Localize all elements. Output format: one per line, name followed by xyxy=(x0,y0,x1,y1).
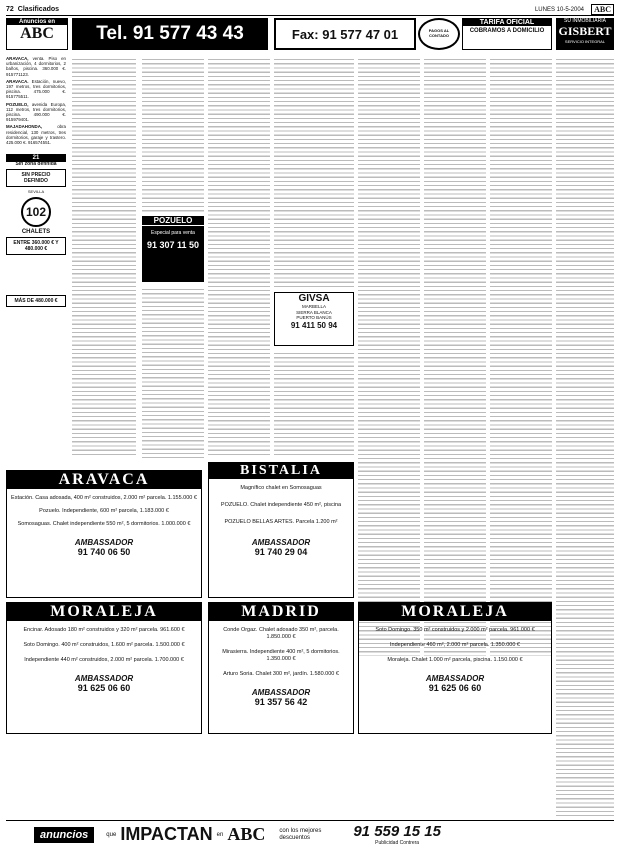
ad-line: Independiente 440 m² construidos, 2.000 m² parcela. 1.700.000 € xyxy=(24,657,184,663)
ad-line: Moraleja. Chalet 1.000 m² parcela, piscina. 1.150.000 € xyxy=(387,657,523,663)
price-range-box: ENTRE 360.000 € Y 480.000 € xyxy=(6,237,66,255)
gisbert-sub: SERVICIO INTEGRAL xyxy=(564,39,606,44)
listings-column-2 xyxy=(72,56,136,456)
listings-column-3a xyxy=(142,56,204,212)
ad-line: Arturo Soria. Chalet 300 m², jardín. 1.580.000 € xyxy=(223,671,339,677)
listing: ARAVACA, venta. Piso en urbanización, 4 dormitorios, 2 baños, piscina. 360.000 €. 915771123. xyxy=(6,56,66,77)
footer-que: que xyxy=(106,831,117,838)
ad-brand: AMBASSADOR xyxy=(74,538,134,547)
listings-column-8 xyxy=(490,56,552,656)
listings-column-3b xyxy=(142,286,204,458)
category-sidebar xyxy=(6,154,66,309)
listings-column-5a xyxy=(274,56,354,288)
ad-brand: AMBASSADOR xyxy=(74,674,134,683)
page-header xyxy=(6,4,614,16)
aravaca-ad xyxy=(6,470,202,598)
footer-desc: con los mejores descuentos xyxy=(279,827,322,841)
gisbert-ad xyxy=(556,18,614,50)
ad-title: BISTALIA xyxy=(209,463,353,479)
ad-title: MORALEJA xyxy=(359,603,551,621)
moraleja-ad-1 xyxy=(6,602,202,734)
footer-en: en xyxy=(216,831,224,838)
ad-line: Encinar. Adosado 180 m² construidos y 320 m² parcela. 961.600 € xyxy=(23,627,185,633)
givsa-line: SIERRA BLANCA xyxy=(296,309,332,315)
ad-line: Magnífico chalet en Somosaguas xyxy=(240,485,322,491)
ad-phone: 91 625 06 60 xyxy=(77,683,131,693)
tarifa-box xyxy=(462,18,552,50)
phone-number: Tel. 91 577 43 43 xyxy=(72,18,268,50)
ads-banner xyxy=(6,18,614,52)
pozuelo-line: Especial para venta xyxy=(151,230,195,236)
givsa-phone: 91 411 50 94 xyxy=(290,320,338,330)
classifieds-page xyxy=(6,4,614,848)
gisbert-top: SU INMOBILIARIA xyxy=(564,18,606,24)
listing: POZUELO, avenida Europa, 112 metros, tres dormitorios, piscina. 490.000 €. 915979401. xyxy=(6,101,66,123)
page-number: 72 xyxy=(6,6,14,13)
ad-line: Mirasierra. Independiente 400 m², 5 dormitorios. 1.350.000 € xyxy=(222,649,340,662)
ad-line: Pozuelo. Independiente, 600 m² parcela, 1.183.000 € xyxy=(39,508,169,514)
ad-line: Estación. Casa adosada, 400 m² construidos, 2.000 m² parcela. 1.155.000 € xyxy=(11,495,197,501)
givsa-title: GIVSA xyxy=(298,293,330,304)
ad-phone: 91 625 06 60 xyxy=(428,683,482,693)
listings-column-4 xyxy=(208,56,270,458)
listings-column-7 xyxy=(424,56,486,656)
price-range-box: MÁS DE 480.000 € xyxy=(6,295,66,307)
ad-title: MORALEJA xyxy=(7,603,201,621)
listing: MAJADAHONDA, obra residencial, 130 metros, tres dormitorios, garaje y trastero. 425.000 €. 916574551. xyxy=(6,124,66,146)
category-number: 21 xyxy=(6,154,66,162)
listings-column-6 xyxy=(358,56,420,656)
ad-line: Somosaguas. Chalet independiente 550 m², 5 dormitorios. 1.000.000 € xyxy=(17,521,191,527)
ad-line: Soto Domingo. 400 m² construidos, 1.600 m² parcela. 1.500.000 € xyxy=(23,642,185,648)
category-circle-title: CHALETS xyxy=(21,229,51,235)
ad-line: Soto Domingo. 350 m² construidos y 2.000 m² parcela. 961.000 € xyxy=(375,627,535,633)
ad-line: POZUELO BELLAS ARTES. Parcela 1.200 m² xyxy=(224,519,338,525)
givsa-line: PUERTO BANÚS xyxy=(296,315,332,320)
footer-ad xyxy=(6,820,614,848)
column-1 xyxy=(6,56,66,152)
category-circle: 102 xyxy=(21,197,51,227)
ad-title: ARAVACA xyxy=(7,471,201,489)
listings-column-9 xyxy=(556,56,614,816)
givsa-line: MARBELLA xyxy=(301,304,326,309)
section-title: Clasificados xyxy=(17,6,60,13)
payment-seal: PAGOS AL CONTADO xyxy=(418,18,460,50)
gisbert-name: GISBERT xyxy=(558,24,612,38)
givsa-ad xyxy=(274,292,354,346)
ad-phone: 91 357 56 42 xyxy=(254,697,308,707)
pozuelo-title: POZUELO xyxy=(142,216,204,226)
footer-phone-sub: Publicidad Contrera xyxy=(375,840,420,846)
abc-logo: ABC xyxy=(591,4,614,15)
listings-column-5b xyxy=(274,350,354,458)
issue-date: LUNES 10-5-2004 xyxy=(534,6,584,13)
ad-line: Conde Orgaz. Chalet adosado 350 m², parcela. 1.850.000 € xyxy=(223,627,339,640)
pozuelo-ad xyxy=(142,216,204,282)
ad-line: Independiente 460 m², 2.000 m² parcela. 1.350.000 € xyxy=(390,642,520,648)
category-title: Sin zona definida xyxy=(15,161,57,167)
footer-abc: ABC xyxy=(227,824,266,844)
listing: ARAVACA. Estación, nuevo, 197 metros, tres dormitorios, piscina. 475.000 €. 915775511. xyxy=(6,78,66,100)
price-range-box: SIN PRECIO DEFINIDO xyxy=(6,169,66,187)
ad-brand: AMBASSADOR xyxy=(425,674,485,683)
ad-title: MADRID xyxy=(209,603,353,621)
ad-phone: 91 740 06 50 xyxy=(77,547,131,557)
madrid-ad xyxy=(208,602,354,734)
ad-brand: AMBASSADOR xyxy=(251,538,311,547)
anuncios-brand: anuncios xyxy=(34,827,94,843)
pozuelo-phone: 91 307 11 50 xyxy=(146,240,200,250)
anuncios-brand: ABC xyxy=(20,25,54,42)
footer-phone: 91 559 15 15 Publicidad Contrera xyxy=(353,823,441,846)
moraleja-ad-2 xyxy=(358,602,552,734)
fax-number: Fax: 91 577 47 01 xyxy=(274,18,416,50)
tarifa-title: TARIFA OFICIAL xyxy=(463,19,551,26)
ad-line: POZUELO. Chalet independiente 450 m², piscina xyxy=(220,502,342,508)
ad-brand: AMBASSADOR xyxy=(251,688,311,697)
anuncios-label: Anuncios en xyxy=(7,19,67,25)
subsection-label: SEVILLA xyxy=(27,189,45,194)
footer-headline: IMPACTAN xyxy=(120,824,213,844)
bistalia-ad xyxy=(208,462,354,598)
tarifa-subtitle: COBRAMOS A DOMICILIO xyxy=(469,28,545,34)
ad-phone: 91 740 29 04 xyxy=(254,547,308,557)
anuncios-logo xyxy=(6,18,68,50)
